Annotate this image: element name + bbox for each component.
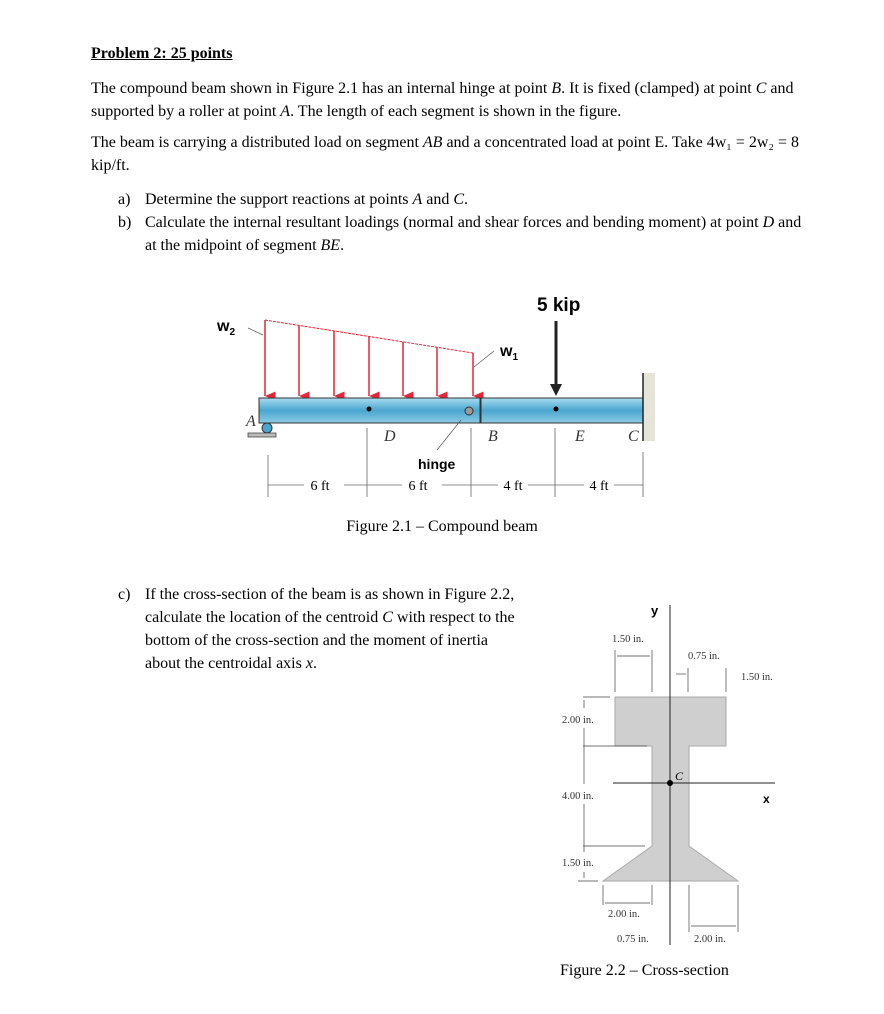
text: and supported by a roller at point <box>91 80 794 120</box>
w1-label: $w_1$ <box>500 343 519 363</box>
dim-web-half: 0.75 in. <box>688 651 720 662</box>
dim-bottom-half: 0.75 in. <box>617 934 649 945</box>
point-e-label: E <box>575 428 585 445</box>
point-a-label: A <box>246 413 256 430</box>
beam-segment-bc <box>481 398 643 423</box>
centroid-label: C <box>675 769 684 783</box>
text: and <box>422 191 454 208</box>
dim-top-left: 1.50 in. <box>612 634 644 645</box>
x-axis-label: x <box>763 792 770 806</box>
distributed-load <box>265 320 473 396</box>
text: If the cross-section of the beam is as shown in Figure 2.2, calculate the location of the centroid <box>145 586 515 626</box>
var: A <box>412 191 423 208</box>
dim-flange-height: 2.00 in. <box>562 715 594 726</box>
dim-ec: 4 ft <box>589 479 609 494</box>
var: A <box>280 103 291 120</box>
roller-support <box>262 423 272 433</box>
dim-be: 4 ft <box>503 479 523 494</box>
text: Determine the support reactions at points <box>145 191 413 208</box>
dim-top-right: 1.50 in. <box>741 672 773 683</box>
text: and a concentrated load at point E. Take 4w₁ = 2w₂ = 8 kip/ft. <box>91 134 800 174</box>
y-axis-label: y <box>651 603 659 618</box>
text: . The length of each segment is shown in the figure. <box>290 103 622 120</box>
text: The beam is carrying a distributed load on segment <box>91 134 423 151</box>
problem-title: Problem 2: 25 points <box>91 45 233 62</box>
dim-bottom-right: 2.00 in. <box>694 934 726 945</box>
dim-db: 6 ft <box>408 479 428 494</box>
var: BE <box>320 237 341 254</box>
point-d-label: D <box>384 428 396 445</box>
fixed-wall <box>643 373 655 441</box>
dim-web-height: 4.00 in. <box>562 791 594 802</box>
point-b-label: B <box>488 428 498 445</box>
figure-cross-section <box>561 603 775 945</box>
figure-2-1-caption: Figure 2.1 – Compound beam <box>346 518 538 535</box>
text: and at the midpoint of segment <box>145 214 802 254</box>
var: AB <box>422 134 443 151</box>
point-c-label: C <box>628 428 639 445</box>
hinge-pin <box>465 407 473 415</box>
dim-base-height: 1.50 in. <box>562 858 594 869</box>
var: C <box>382 609 393 626</box>
text: . <box>464 191 469 208</box>
dim-bottom-left: 2.00 in. <box>608 909 640 920</box>
text: with respect to the bottom of the cross-section and the moment of inertia about the centroidal axis <box>145 609 515 672</box>
text: The compound beam shown in Figure 2.1 has an internal hinge at point <box>91 80 552 97</box>
figure-2-2-caption: Figure 2.2 – Cross-section <box>560 962 729 979</box>
w2-label: $w_2$ <box>217 318 236 338</box>
var: C <box>755 80 767 97</box>
text: Calculate the internal resultant loadings (normal and shear forces and bending moment) at point <box>145 214 763 231</box>
label: b) <box>118 214 132 231</box>
var: B <box>551 80 562 97</box>
label: c) <box>118 586 131 603</box>
point-load-label: 5 kip <box>537 295 581 316</box>
var: D <box>762 214 775 231</box>
dim-ad: 6 ft <box>310 479 330 494</box>
var: x <box>305 655 313 672</box>
var: C <box>453 191 465 208</box>
text: . It is fixed (clamped) at point <box>561 80 756 97</box>
text: . <box>312 655 317 672</box>
text: . <box>340 237 345 254</box>
hinge-label: hinge <box>418 456 456 472</box>
label: a) <box>118 191 131 208</box>
